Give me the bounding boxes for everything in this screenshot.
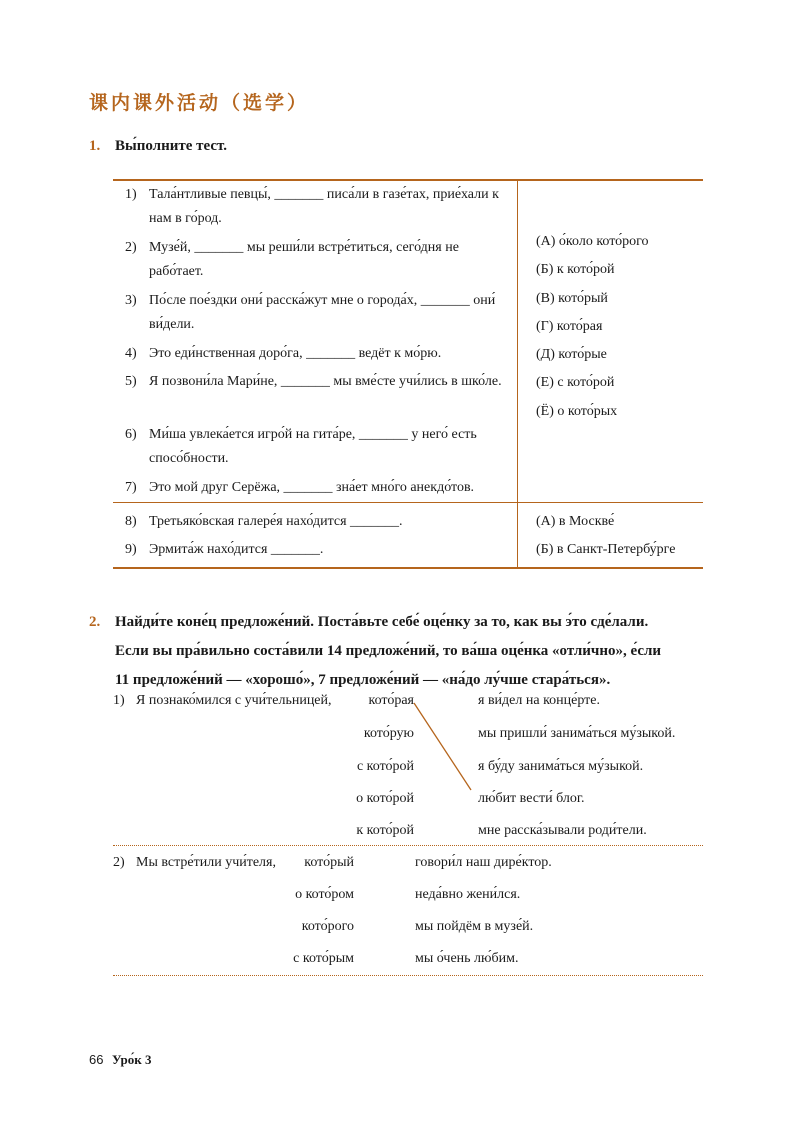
answer-option: (А) в Москве́ [536,514,615,529]
group-1-ending: мы пришли́ занима́ться му́зыкой. [478,726,676,741]
answer-option: (Б) к кото́рой [536,262,615,277]
group-separator [113,845,703,846]
answer-option: (В) кото́рый [536,291,608,306]
group-1-ending: мне расска́зывали роди́тели. [478,823,647,838]
task-2-text-line: Если вы пра́вильно соста́вили 14 предложе́ний, то ва́ша оце́нка «отли́чно», е́сли [115,643,662,659]
item-number: 8) [125,514,137,529]
group-1-pronoun: к кото́рой [356,823,414,838]
group-2-ending: мы о́чень лю́бим. [415,951,519,966]
item-number: 7) [125,480,137,495]
item-text: Третьяко́вская галере́я нахо́дится _______. [149,514,403,529]
item-text: По́сле пое́здки они́ расска́жут мне о города́х, _______ они́ ви́дели. [149,293,496,332]
group-2-lead: Мы встре́тили учи́теля, [136,855,276,870]
group-1-pronoun: с кото́рой [356,759,414,774]
item-text: Это еди́нственная доро́га, _______ ведёт к мо́рю. [149,346,442,361]
answer-option: (Е) с кото́рой [536,375,615,390]
item-text: Тала́нтливые певцы́, _______ писа́ли в газе́тах, прие́хали к нам в го́род. [149,187,499,226]
group-2-pronoun: кото́рого [301,919,354,934]
item-number: 4) [125,346,137,361]
group-2-pronoun: о кото́ром [295,887,354,902]
lesson-label: Уро́к 3 [112,1052,152,1067]
example-match-stroke [414,703,471,790]
group-2-ending: говори́л наш дире́ктор. [415,855,552,870]
group-2-number: 2) [113,855,125,870]
group-separator [113,975,703,976]
item-number: 3) [125,293,137,308]
answer-option: (Г) кото́рая [536,319,603,334]
item-number: 6) [125,427,137,442]
task-1-text: Вы́полните тест. [115,138,227,154]
item-number: 2) [125,240,137,255]
group-1-pronoun: кото́рую [363,726,414,741]
group-2-ending: неда́вно жени́лся. [415,887,521,902]
group-1-lead: Я познако́мился с учи́тельницей, [136,693,332,708]
answer-option: (А) о́коло кото́рого [536,234,649,249]
answer-option: (Д) кото́рые [536,347,607,362]
group-2-pronoun: с кото́рым [293,951,354,966]
group-1-ending: лю́бит вести́ блог. [478,791,585,806]
group-2-ending: мы пойдём в музе́й. [415,919,534,934]
group-1-pronoun: кото́рая [368,693,414,708]
group-1-ending: я бу́ду занима́ться му́зыкой. [478,759,644,774]
item-text: Ми́ша увлека́ется игро́й на гита́ре, _______ у него́ есть спосо́бности. [149,427,477,466]
group-1-ending: я ви́дел на конце́рте. [478,693,601,708]
task-2-text-line: 11 предложе́ний — «хорошо́», 7 предложе́ний — «на́до лу́чше стара́ться». [115,672,611,688]
item-number: 9) [125,542,137,557]
item-text: Я позвони́ла Мари́не, _______ мы вме́сте учи́лись в шко́ле. [149,374,502,389]
item-text: Это мой друг Серёжа, _______ зна́ет мно́го анекдо́тов. [149,480,475,495]
item-text: Эрмита́ж нахо́дится _______. [149,542,324,557]
task-1-number: 1. [89,138,101,154]
item-number: 1) [125,187,137,202]
task-2-text-line: Найди́те коне́ц предложе́ний. Поста́вьте себе́ оце́нку за то, как вы э́то сде́лали. [115,614,649,630]
group-2-pronoun: кото́рый [304,855,354,870]
section-heading: 课内课外活动（选学） [89,92,310,114]
item-number: 5) [125,374,137,389]
item-text: Музе́й, _______ мы реши́ли встре́титься, сего́дня не рабо́тает. [149,240,459,279]
task-2-number: 2. [89,614,101,630]
page-number: 66 [89,1052,104,1067]
answer-option: (Б) в Санкт-Петербу́рге [536,542,676,557]
group-1-number: 1) [113,693,125,708]
answer-option: (Ё) о кото́рых [536,404,618,419]
group-1-pronoun: о кото́рой [356,791,414,806]
